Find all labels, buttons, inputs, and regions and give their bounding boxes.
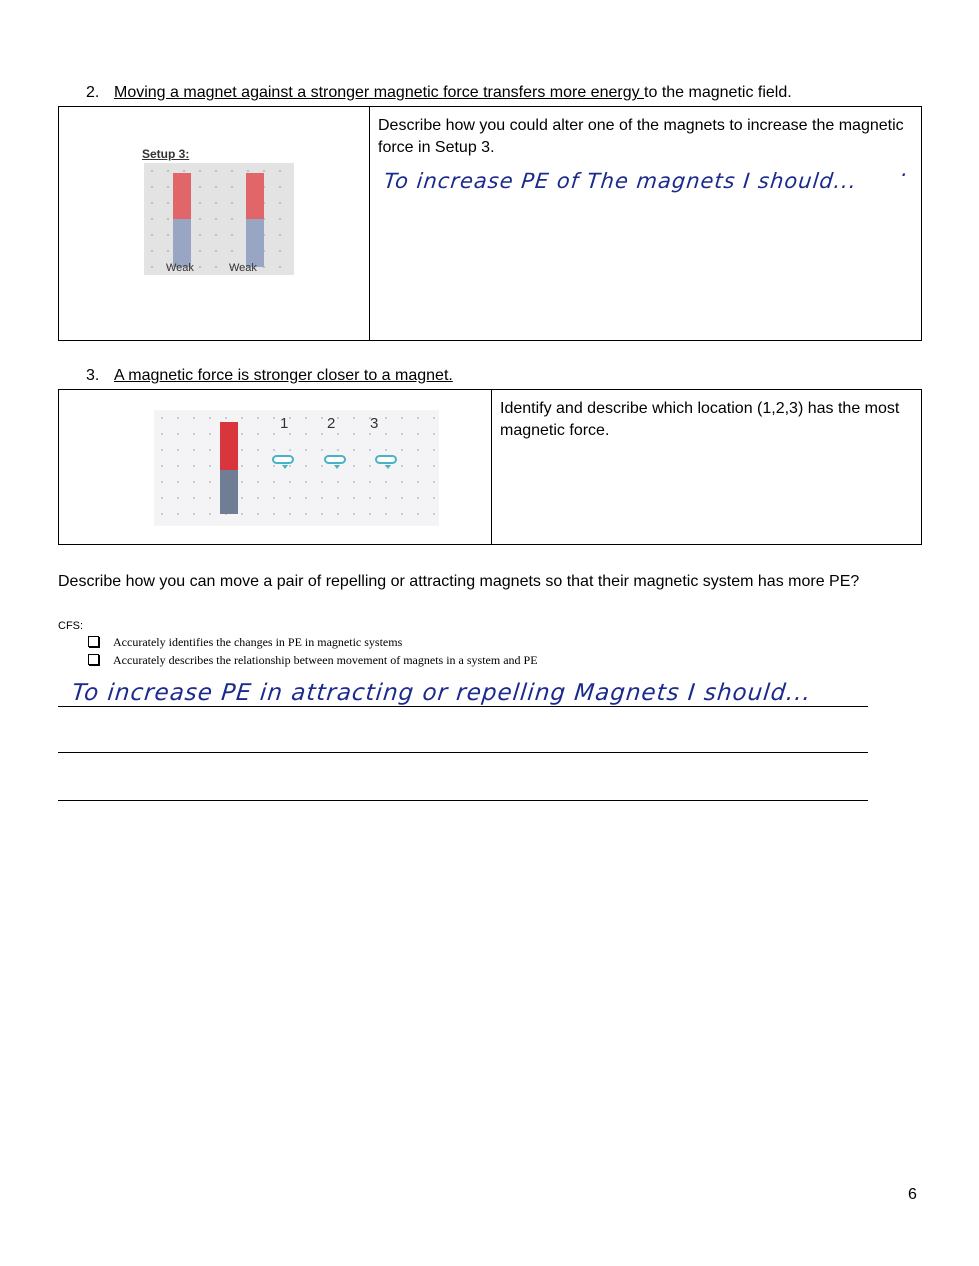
answer-line-3[interactable] [58, 800, 868, 801]
right-magnet-north [246, 173, 264, 219]
setup3-table [58, 106, 922, 341]
location-prompt-cell[interactable] [491, 390, 921, 544]
right-magnet-label: Weak [229, 262, 257, 274]
handwritten-stray-dot: · [898, 163, 909, 187]
statement-3 [86, 366, 453, 386]
setup3-image [144, 163, 294, 275]
left-magnet-label: Weak [166, 262, 194, 274]
location-2-label: 2 [327, 415, 336, 432]
page-number: 6 [908, 1186, 917, 1203]
criteria-text: Accurately identifies the changes in PE in magnetic systems [113, 635, 403, 649]
statement-2-number: 2. [86, 84, 100, 101]
compass-3-icon [375, 455, 397, 464]
statement-2 [86, 83, 792, 103]
setup3-prompt-cell[interactable] [369, 107, 921, 340]
compass-2-icon [324, 455, 346, 464]
magnet-south [220, 470, 238, 514]
location-3-label: 3 [370, 415, 379, 432]
statement-2-underlined: Moving a magnet against a stronger magnetic force transfers more energy [114, 84, 645, 101]
criteria-item [88, 634, 402, 651]
statement-3-underlined: A magnetic force is stronger closer to a magnet. [114, 367, 453, 384]
statement-3-number: 3. [86, 367, 100, 384]
location-table [58, 389, 922, 545]
answer-line-2[interactable] [58, 752, 868, 753]
right-magnet-south [246, 219, 264, 267]
compass-1-icon [272, 455, 294, 464]
statement-2-rest: to the magnetic field. [644, 84, 792, 101]
magnet-north [220, 422, 238, 470]
setup3-prompt: Describe how you could alter one of the magnets to increase the magnetic force in Setup 3. [378, 117, 904, 156]
location-image-cell [59, 390, 491, 544]
checkbox-icon[interactable] [88, 636, 99, 647]
setup3-image-cell [59, 107, 369, 340]
setup3-title: Setup 3: [142, 147, 190, 161]
setup3-handwritten-answer: To increase PE of The magnets I should... [382, 169, 859, 193]
location-image [154, 410, 439, 526]
final-handwritten-answer: To increase PE in attracting or repelling Magnets I should... [70, 680, 813, 706]
location-prompt: Identify and describe which location (1,2,3) has the most magnetic force. [500, 400, 900, 439]
answer-line-1[interactable] [58, 706, 868, 707]
left-magnet-south [173, 219, 191, 267]
left-magnet-north [173, 173, 191, 219]
criteria-item [88, 652, 538, 669]
final-question: Describe how you can move a pair of repelling or attracting magnets so that their magnetic system has more PE? [58, 573, 860, 590]
criteria-text: Accurately describes the relationship between movement of magnets in a system and PE [113, 653, 538, 667]
checkbox-icon[interactable] [88, 654, 99, 665]
cfs-label: CFS: [58, 620, 84, 632]
location-1-label: 1 [280, 415, 289, 432]
